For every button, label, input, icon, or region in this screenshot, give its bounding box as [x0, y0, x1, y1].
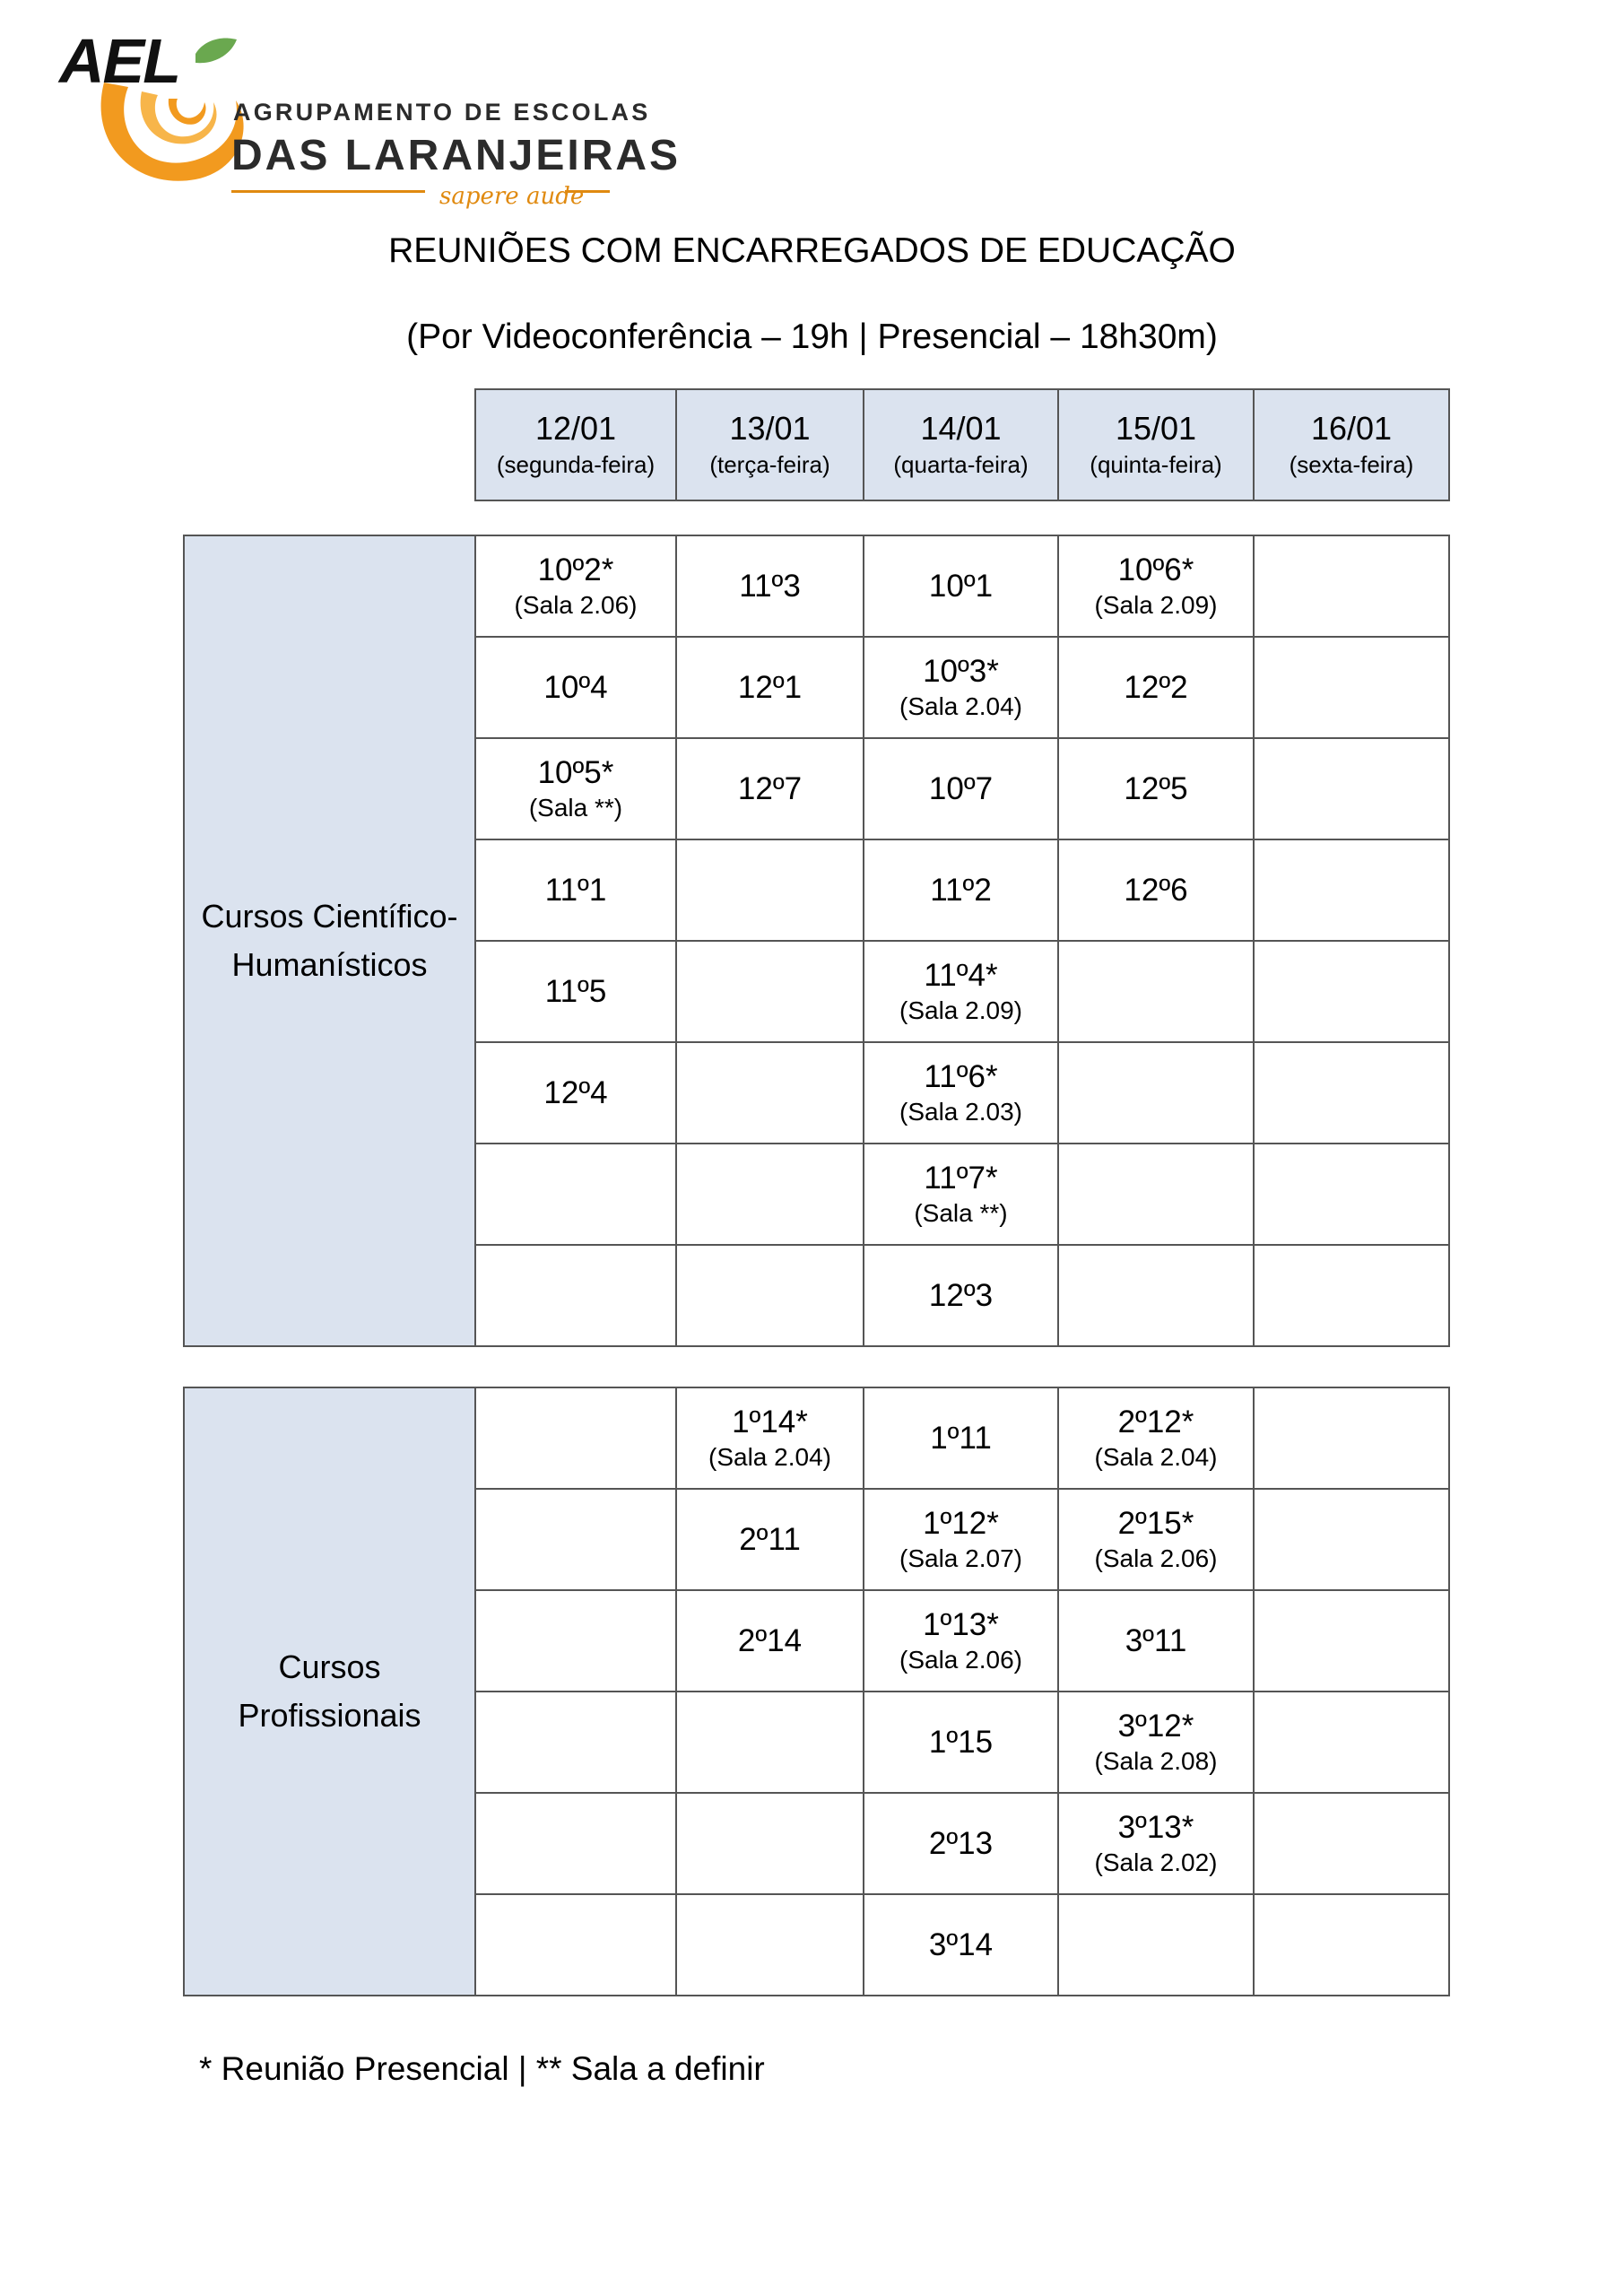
category-label: Cursos Científico-	[201, 898, 458, 935]
room-label: (Sala 2.09)	[899, 996, 1022, 1024]
professional-courses-table	[183, 1387, 1450, 1996]
class-name: 2º12*	[1117, 1404, 1194, 1439]
day-header: 12/01 (segunda-feira)	[475, 389, 676, 500]
schedule-cell	[475, 1894, 676, 1996]
scientific-humanistic-table	[183, 535, 1450, 1347]
schedule-cell	[1058, 637, 1254, 738]
room-label: (Sala **)	[528, 793, 623, 822]
schedule-cell	[676, 1387, 864, 1489]
schedule-cell	[1058, 535, 1254, 637]
schedule-cell	[864, 1387, 1058, 1489]
schedule-cell	[475, 839, 676, 941]
class-name: 10º2*	[537, 552, 614, 587]
room-label: (Sala 2.02)	[1094, 1848, 1218, 1876]
schedule-cell	[1058, 1894, 1254, 1996]
class-name: 1º14*	[732, 1404, 808, 1439]
schedule-cell	[475, 1692, 676, 1793]
class-name: 2º13	[928, 1825, 994, 1861]
class-name: 12º4	[543, 1074, 608, 1110]
schedule-cell	[1254, 1590, 1449, 1692]
schedule-cell	[475, 941, 676, 1042]
room-label: (Sala 2.04)	[899, 691, 1022, 720]
schedule-cell	[1254, 1042, 1449, 1144]
schedule-cell	[864, 738, 1058, 839]
class-name: 1º11	[930, 1420, 992, 1456]
schedule-cell	[676, 637, 864, 738]
logo-initials: AEL	[59, 26, 179, 96]
class-name: 2º15*	[1117, 1505, 1194, 1541]
schedule-cell	[676, 1245, 864, 1346]
schedule-cell	[864, 1489, 1058, 1590]
schedule-cell	[1254, 1793, 1449, 1894]
class-name: 11º6*	[924, 1058, 998, 1094]
schedule-cell	[1058, 1692, 1254, 1793]
logo-line1: AGRUPAMENTO DE ESCOLAS	[233, 99, 651, 126]
schedule-cell	[1254, 839, 1449, 941]
page-title: REUNIÕES COM ENCARREGADOS DE EDUCAÇÃO	[388, 231, 1236, 270]
class-name: 11º4*	[924, 957, 998, 993]
class-name: 3º12*	[1117, 1708, 1194, 1744]
class-name: 3º14	[928, 1926, 994, 1962]
room-label: (Sala 2.04)	[708, 1442, 831, 1471]
day-header: 15/01 (quinta-feira)	[1058, 389, 1254, 500]
category-label: Cursos	[278, 1648, 381, 1685]
class-name: 2º11	[739, 1521, 801, 1557]
class-name: 11º1	[544, 872, 607, 908]
room-label: (Sala 2.03)	[899, 1097, 1022, 1126]
schedule-cell	[1254, 1894, 1449, 1996]
schedule-cell	[864, 1245, 1058, 1346]
schedule-cell	[1058, 1144, 1254, 1245]
class-name: 10º4	[543, 669, 608, 705]
schedule-cell	[1058, 1387, 1254, 1489]
category-label: Humanísticos	[231, 946, 428, 983]
table-row	[184, 535, 1449, 637]
class-name: 1º15	[928, 1724, 994, 1760]
schedule-cell	[475, 1245, 676, 1346]
schedule-cell	[676, 1489, 864, 1590]
room-label: (Sala 2.04)	[1094, 1442, 1218, 1471]
schedule-cell	[676, 941, 864, 1042]
room-label: (Sala 2.07)	[899, 1544, 1022, 1572]
page-subtitle: (Por Videoconferência – 19h | Presencial – 18h30m)	[406, 317, 1218, 356]
schedule-cell	[1254, 1489, 1449, 1590]
schedule-cell	[1058, 839, 1254, 941]
schedule-cell	[475, 535, 676, 637]
schedule-cell	[1058, 1245, 1254, 1346]
logo-motto: sapere aude	[439, 183, 585, 210]
schedule-cell	[475, 1387, 676, 1489]
room-label: (Sala 2.08)	[1094, 1746, 1218, 1775]
schedule-cell	[864, 637, 1058, 738]
schedule-cell	[676, 535, 864, 637]
class-name: 12º6	[1124, 872, 1188, 908]
class-name: 10º5*	[537, 754, 614, 790]
schedule-cell	[676, 839, 864, 941]
class-name: 12º2	[1124, 669, 1188, 705]
schedule-cell	[864, 535, 1058, 637]
schedule-cell	[1254, 1692, 1449, 1793]
schedule-cell	[676, 1894, 864, 1996]
category-cell	[184, 535, 475, 1346]
schedule-cell	[676, 1144, 864, 1245]
schedule-cell	[1254, 1144, 1449, 1245]
schedule-cell	[475, 1144, 676, 1245]
schedule-cell	[676, 1692, 864, 1793]
class-name: 11º5	[544, 973, 607, 1009]
schedule-cell	[1254, 738, 1449, 839]
logo-line2: DAS LARANJEIRAS	[231, 132, 682, 179]
schedule-cell	[864, 839, 1058, 941]
schedule-cell	[1254, 1387, 1449, 1489]
schedule-cell	[475, 1590, 676, 1692]
class-name: 2º14	[737, 1622, 803, 1658]
schedule-cell	[475, 1793, 676, 1894]
schedule-cell	[1058, 738, 1254, 839]
class-name: 10º1	[928, 568, 994, 604]
schedule-cell	[676, 738, 864, 839]
schedule-cell	[864, 1894, 1058, 1996]
schedule-cell	[1254, 535, 1449, 637]
schedule-cell	[475, 637, 676, 738]
schedule-cell	[864, 1793, 1058, 1894]
room-label: (Sala 2.06)	[1094, 1544, 1218, 1572]
category-label: Profissionais	[238, 1697, 421, 1734]
schedule-cell	[1058, 1489, 1254, 1590]
class-name: 12º7	[737, 770, 803, 806]
class-name: 3º11	[1125, 1622, 1187, 1658]
schedule-cell	[475, 1489, 676, 1590]
class-name: 10º7	[928, 770, 994, 806]
class-name: 12º3	[928, 1277, 994, 1313]
room-label: (Sala 2.09)	[1094, 590, 1218, 619]
class-name: 11º2	[930, 872, 992, 908]
class-name: 1º12*	[923, 1505, 999, 1541]
schedule-cell	[864, 1144, 1058, 1245]
schedule-cell	[1058, 1042, 1254, 1144]
day-header: 16/01 (sexta-feira)	[1254, 389, 1449, 500]
class-name: 12º1	[737, 669, 803, 705]
schedule-cell	[1058, 1590, 1254, 1692]
class-name: 11º3	[739, 568, 801, 604]
schedule-cell	[475, 1042, 676, 1144]
class-name: 10º3*	[923, 653, 999, 689]
table-row	[184, 1387, 1449, 1489]
room-label: (Sala **)	[914, 1198, 1008, 1227]
schedule-cell	[676, 1590, 864, 1692]
room-label: (Sala 2.06)	[514, 590, 638, 619]
day-header: 13/01 (terça-feira)	[676, 389, 864, 500]
schedule-cell	[1058, 1793, 1254, 1894]
category-cell	[184, 1387, 475, 1996]
class-name: 12º5	[1124, 770, 1188, 806]
schedule-cell	[1254, 941, 1449, 1042]
schedule-cell	[864, 1692, 1058, 1793]
schedule-cell	[864, 941, 1058, 1042]
schedule-cell	[1254, 637, 1449, 738]
class-name: 10º6*	[1117, 552, 1194, 587]
schedule-cell	[864, 1042, 1058, 1144]
schedule-cell	[1254, 1245, 1449, 1346]
schedule-cell	[864, 1590, 1058, 1692]
class-name: 1º13*	[923, 1606, 999, 1642]
day-header: 14/01 (quarta-feira)	[864, 389, 1058, 500]
school-logo	[52, 20, 682, 217]
schedule-cell	[1058, 941, 1254, 1042]
class-name: 3º13*	[1117, 1809, 1194, 1845]
room-label: (Sala 2.06)	[899, 1645, 1022, 1674]
schedule-cell	[475, 738, 676, 839]
footnote: * Reunião Presencial | ** Sala a definir	[199, 2050, 765, 2087]
class-name: 11º7*	[924, 1160, 998, 1196]
dates-header	[474, 388, 1450, 501]
schedule-cell	[676, 1793, 864, 1894]
schedule-cell	[676, 1042, 864, 1144]
